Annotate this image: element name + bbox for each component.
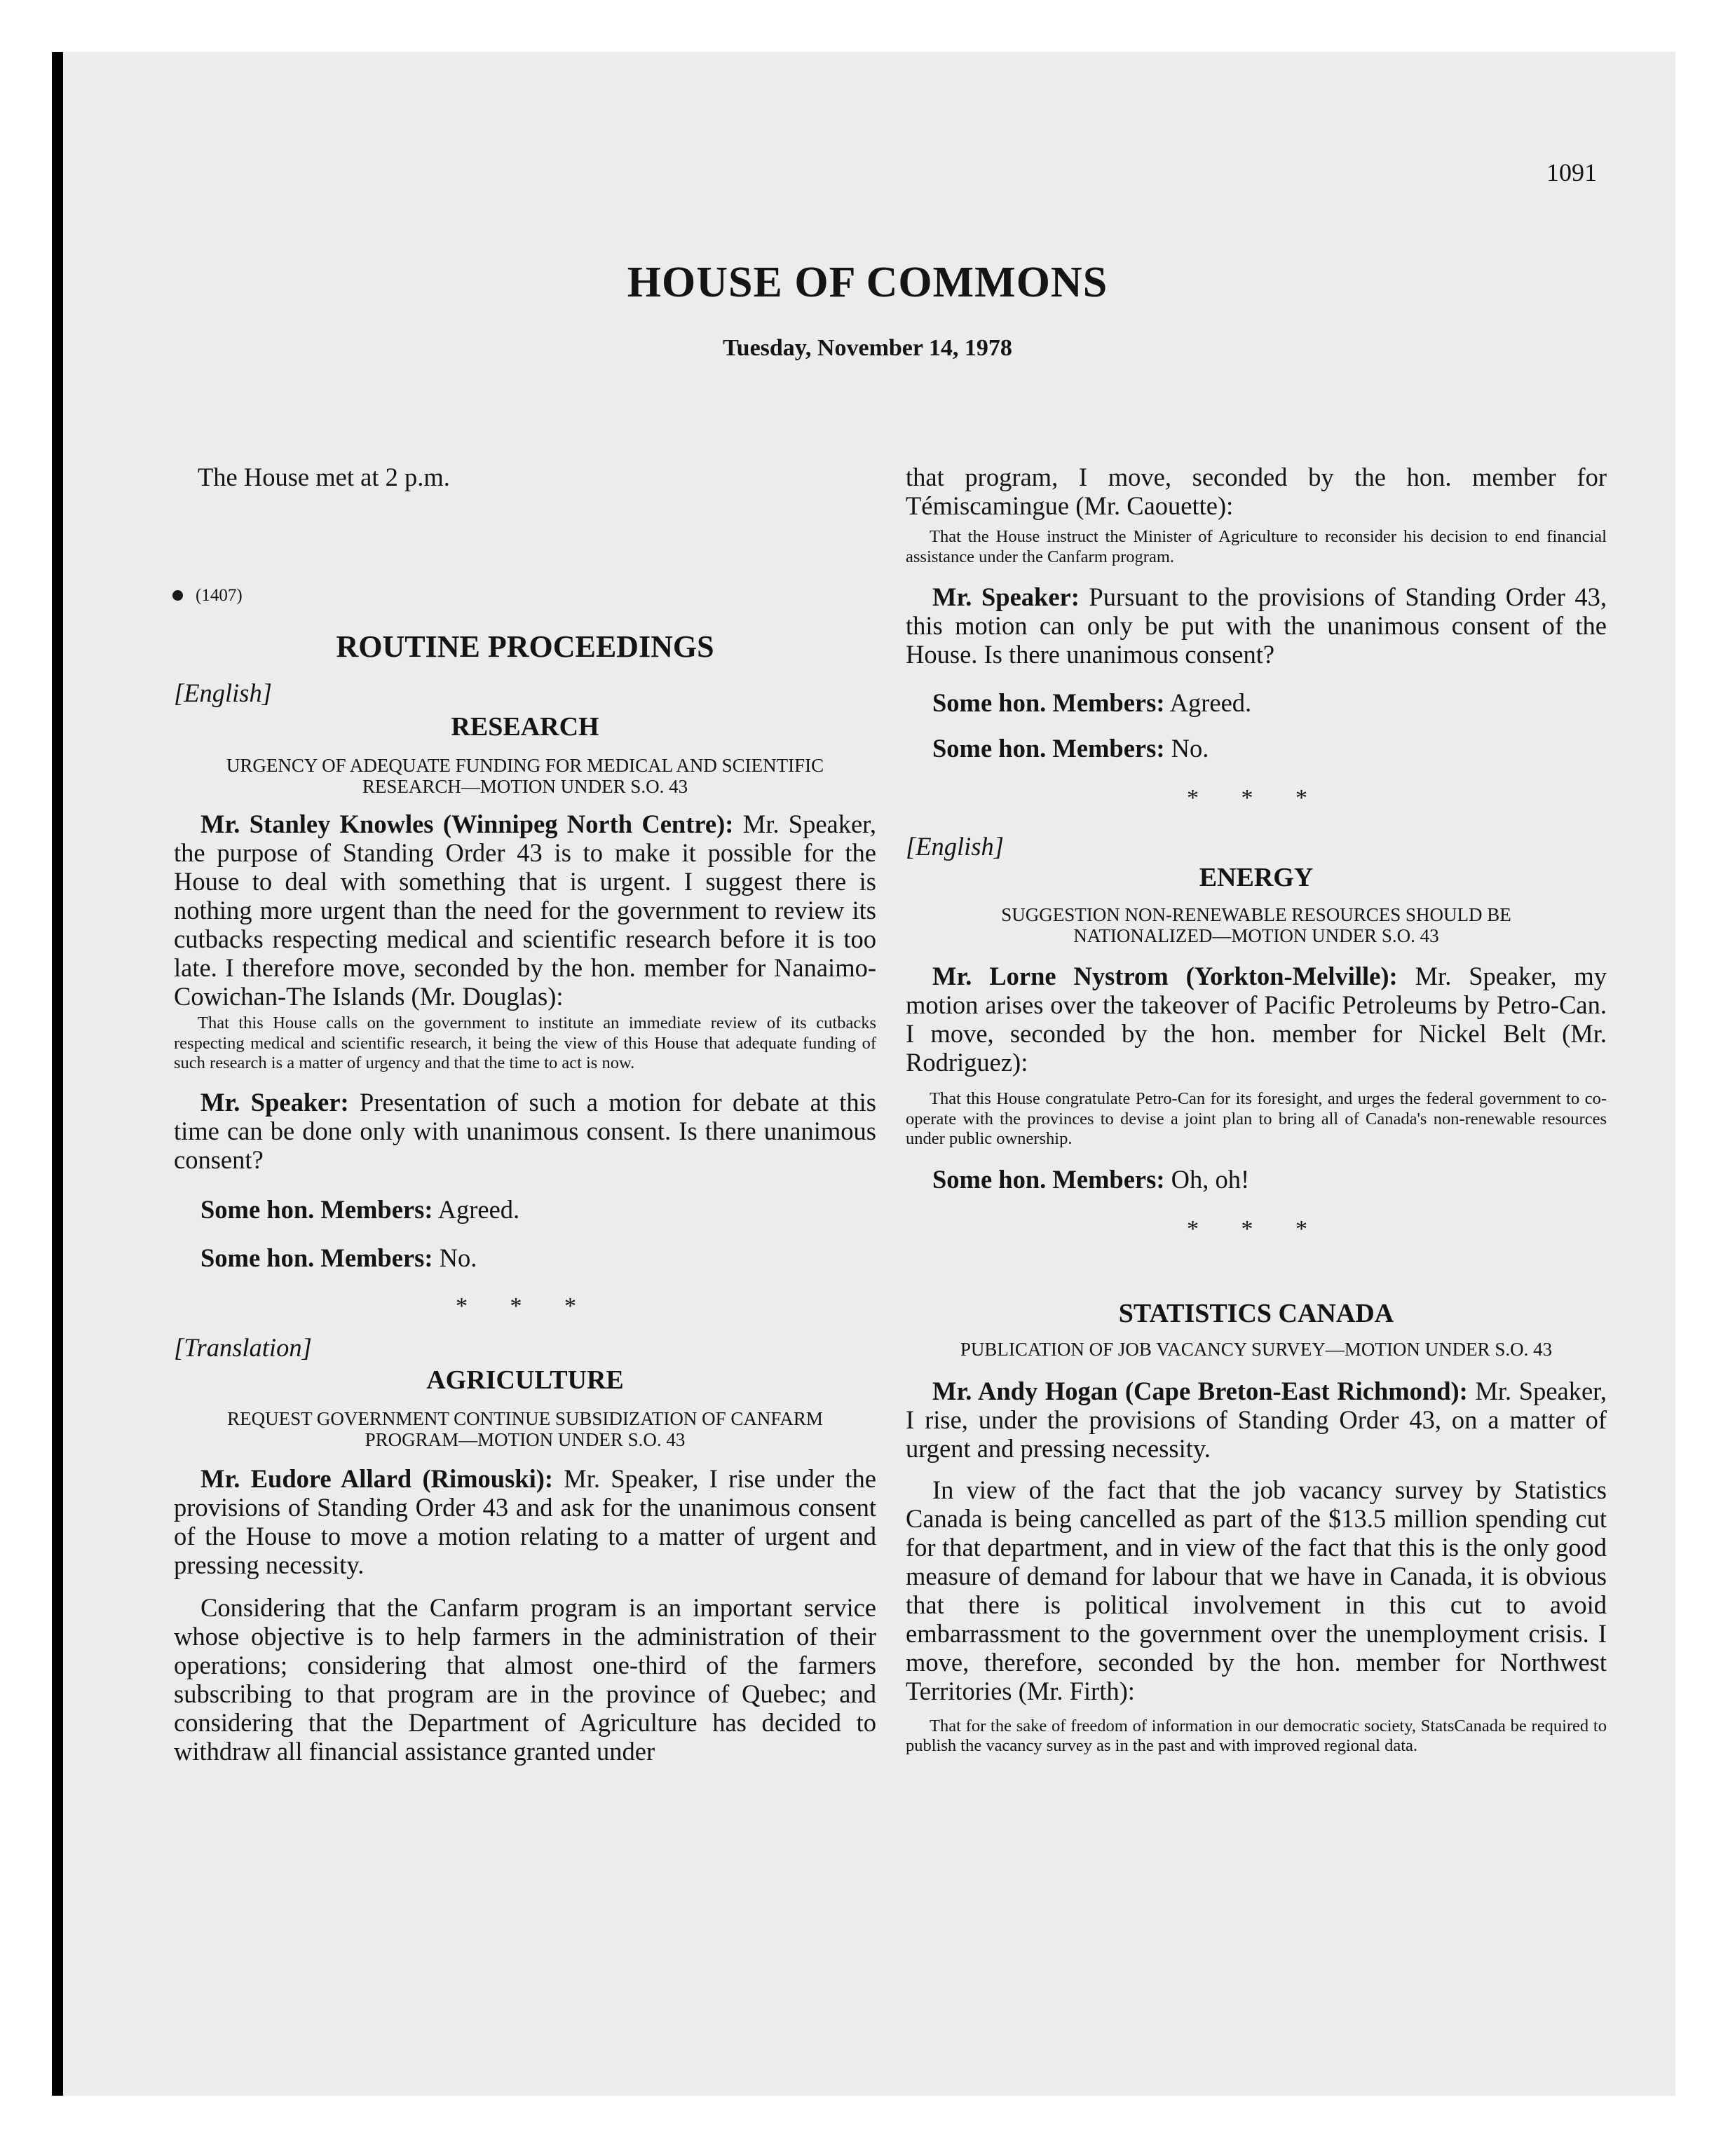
subject-heading-energy: ENERGY — [1199, 863, 1314, 892]
section-separator: * * * — [1187, 1215, 1326, 1242]
speaker-name: Mr. Lorne Nystrom (Yorkton-Melville): — [932, 962, 1398, 990]
speaker-name: Some hon. Members: — [932, 1164, 1165, 1194]
paragraph-job-vacancy: In view of the fact that the job vacancy survey by Statistics Canada is being cancelled as part of the $13.5 million spending cut for that department, and in view of the fact that this is the only good measure of demand for labour that we have in Canada, it is obvious that there is political involvement in this cut to avoid embarrassment to the government over the unemployment crisis. I move, therefore, seconded by the hon. member for Northwest Territories (Mr. Firth): — [906, 1475, 1607, 1705]
speaker-name: Mr. Andy Hogan (Cape Breton-East Richmond): — [932, 1376, 1468, 1405]
paragraph-canfarm: Considering that the Canfarm program is an important service whose objective is to help farmers in the administration of their operations; considering that almost one-third of the farmers subscribing to that program are in the province of Quebec; and considering that the Department of Agriculture has decided to withdraw all financial assistance granted under — [174, 1592, 876, 1766]
response-text: No. — [1171, 734, 1209, 763]
speech-text: Mr. Speaker, my motion arises over the takeover of Pacific Petroleums by Petro-Can. I move, seconded by the hon. member for Nickel Belt (Mr. Rodriguez): — [906, 962, 1607, 1077]
motion-agriculture: That the House instruct the Minister of Agriculture to reconsider his decision to end financial assistance under the Canfarm program. — [906, 527, 1607, 566]
subheading-agriculture: REQUEST GOVERNMENT CONTINUE SUBSIDIZATION OF CANFARM PROGRAM—MOTION UNDER S.O. 43 — [227, 1407, 823, 1450]
members-response — [174, 1243, 876, 1272]
left-column — [174, 463, 876, 1766]
members-response — [906, 1165, 1607, 1194]
speaker-name: Mr. Speaker: — [200, 1087, 349, 1117]
subject-heading-research: RESEARCH — [451, 712, 599, 742]
response-text: Oh, oh! — [1171, 1164, 1250, 1194]
language-tag-english: [English] — [906, 832, 1004, 861]
section-separator: * * * — [1187, 785, 1326, 811]
subject-heading-agriculture: AGRICULTURE — [426, 1365, 624, 1395]
response-text: No. — [439, 1243, 477, 1272]
section-title: ROUTINE PROCEEDINGS — [336, 629, 714, 664]
speech-text: Pursuant to the provisions of Standing Order 43, this motion can only be put with the unanimous consent of the House. Is there unanimous consent? — [906, 582, 1607, 669]
members-response — [174, 1195, 876, 1224]
speaker-name: Some hon. Members: — [932, 688, 1165, 717]
language-tag-english: [English] — [174, 678, 272, 707]
language-tag-translation: [Translation] — [174, 1332, 312, 1362]
bullet-icon — [172, 590, 183, 601]
speech-nystrom — [906, 962, 1607, 1077]
speaker-name: Mr. Eudore Allard (Rimouski): — [200, 1464, 554, 1493]
speech-text: Mr. Speaker, the purpose of Standing Order 43 is to make it possible for the House to deal with something that is urgent. I suggest there is nothing more urgent than the need for the government to review its cutbacks respecting medical and scientific research before it is too late. I therefore move, seconded by the hon. member for Nanaimo-Cowichan-The Islands (Mr. Douglas): — [174, 810, 876, 1011]
right-column — [906, 463, 1607, 1756]
speaker-name: Some hon. Members: — [200, 1243, 433, 1272]
page-number: 1091 — [1546, 158, 1597, 186]
members-response — [906, 688, 1607, 717]
subheading-statistics: PUBLICATION OF JOB VACANCY SURVEY—MOTION UNDER S.O. 43 — [960, 1338, 1553, 1360]
sitting-date: Tuesday, November 14, 1978 — [723, 335, 1012, 361]
speaker-name: Some hon. Members: — [200, 1194, 433, 1224]
time-mark-text: (1407) — [196, 586, 243, 605]
response-text: Agreed. — [1169, 688, 1252, 717]
speech-text: Mr. Speaker, I rise under the provisions of Standing Order 43 and ask for the unanimous consent of the House to move a motion relating to a matter of urgent and pressing necessity. — [174, 1464, 876, 1579]
members-response — [906, 734, 1607, 763]
section-separator: * * * — [456, 1292, 594, 1319]
response-text: Agreed. — [437, 1194, 520, 1224]
speech-text: Presentation of such a motion for debate at this time can be done only with unanimous consent. Is there unanimous consent? — [174, 1087, 876, 1174]
time-marker — [172, 578, 876, 610]
speech-allard — [174, 1464, 876, 1579]
opening-line: The House met at 2 p.m. — [198, 463, 450, 491]
speech-text: Mr. Speaker, I rise, under the provisions of Standing Order 43, on a matter of urgent and pressing necessity. — [906, 1376, 1607, 1463]
subheading-research: URGENCY OF ADEQUATE FUNDING FOR MEDICAL AND SCIENTIFIC RESEARCH—MOTION UNDER S.O. 43 — [226, 755, 824, 797]
speech-speaker — [174, 1088, 876, 1174]
continuation-text: that program, I move, seconded by the hon. member for Témiscamingue (Mr. Caouette): — [906, 463, 1607, 520]
speaker-name: Some hon. Members: — [932, 734, 1165, 763]
speaker-name: Mr. Speaker: — [932, 582, 1080, 611]
speaker-name: Mr. Stanley Knowles (Winnipeg North Centre): — [200, 810, 734, 838]
motion-research: That this House calls on the government to institute an immediate review of its cutbacks respecting medical and scientific research, it being the view of this House that adequate funding of such research is a matter of urgency and that the time to act is now. — [174, 1014, 876, 1072]
scan-border-bottom — [52, 2096, 1685, 2156]
subject-heading-statistics: STATISTICS CANADA — [1118, 1298, 1394, 1328]
motion-statistics: That for the sake of freedom of information in our democratic society, StatsCanada be required to publish the vacancy survey as in the past and with improved regional data. — [906, 1716, 1607, 1755]
speech-knowles — [174, 810, 876, 1011]
speech-hogan — [906, 1377, 1607, 1463]
subheading-energy: SUGGESTION NON-RENEWABLE RESOURCES SHOULD BE NATIONALIZED—MOTION UNDER S.O. 43 — [1001, 904, 1511, 946]
chamber-title: HOUSE OF COMMONS — [627, 259, 1108, 306]
speech-speaker — [906, 582, 1607, 669]
motion-energy: That this House congratulate Petro-Can for its foresight, and urges the federal government to co-operate with the provinces to devise a joint plan to bring all of Canada's non-renewable resources under public ownership. — [906, 1089, 1607, 1148]
